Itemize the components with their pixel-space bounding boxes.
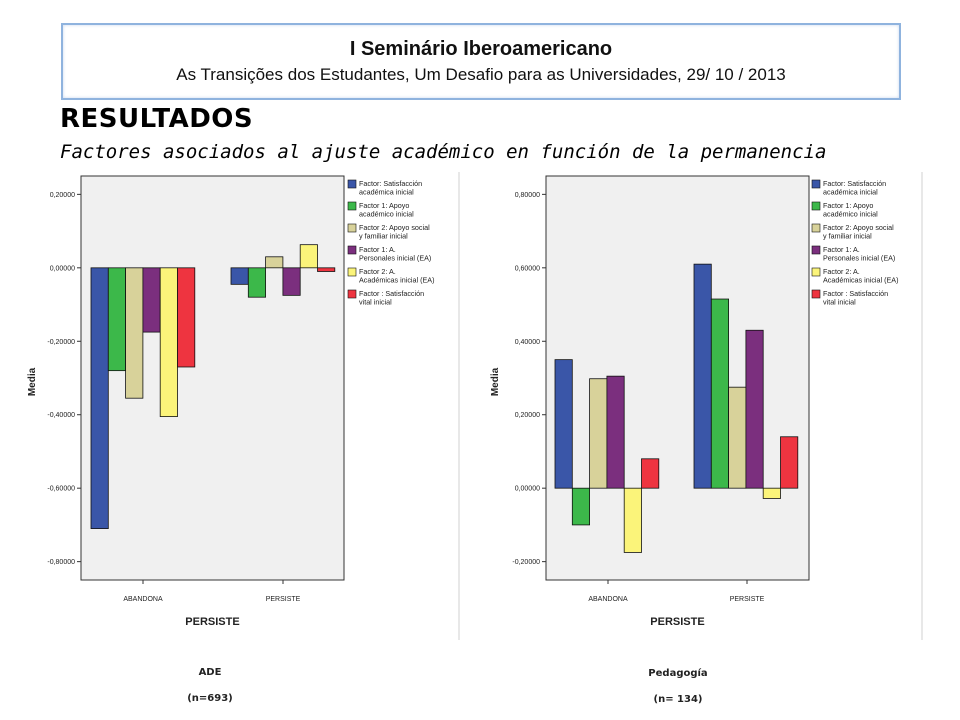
bar <box>143 268 160 332</box>
y-tick-label: -0,80000 <box>47 559 75 567</box>
bar <box>729 387 746 488</box>
section-subtitle: Factores asociados al ajuste académico en función de la permanencia <box>60 141 827 163</box>
bar <box>746 330 763 488</box>
bar <box>248 268 265 297</box>
caption-left-name: ADE <box>198 667 222 678</box>
bar <box>231 268 248 285</box>
bar <box>781 437 798 488</box>
bar <box>126 268 143 398</box>
legend-label: Factor : Satisfacción vital inicial <box>359 289 425 307</box>
bar <box>694 264 711 488</box>
bar <box>590 379 607 488</box>
legend-label: Factor 1: Apoyo académico inicial <box>359 201 414 219</box>
bar <box>108 268 125 371</box>
header-subtitle: As Transições dos Estudantes, Um Desafio para as Universidades, 29/ 10 / 2013 <box>176 65 786 84</box>
caption-right-name: Pedagogía <box>648 668 708 679</box>
legend-label: Factor : Satisfacción vital inicial <box>823 289 889 307</box>
caption-left-n: (n=693) <box>187 693 233 704</box>
legend-label: Factor 1: A. Personales inicial (EA) <box>823 245 896 263</box>
y-tick-label: -0,60000 <box>47 485 75 493</box>
x-category-label: PERSISTE <box>265 596 301 603</box>
legend-label: Factor 2: A. Académicas inicial (EA) <box>823 267 899 285</box>
bar <box>763 488 780 498</box>
legend-swatch <box>812 202 820 210</box>
x-axis-label: PERSISTE <box>650 616 705 628</box>
bar <box>572 488 589 525</box>
bar <box>318 268 335 272</box>
legend-swatch <box>812 180 820 188</box>
legend-label: Factor 1: Apoyo académico inicial <box>823 201 878 219</box>
caption-right <box>618 668 738 705</box>
bar <box>711 299 728 488</box>
bar <box>300 245 317 268</box>
bar <box>607 376 624 488</box>
bar <box>555 360 572 489</box>
bar <box>642 459 659 488</box>
x-category-label: ABANDONA <box>123 596 163 603</box>
legend-swatch <box>348 290 356 298</box>
y-axis-label: Media <box>490 367 501 397</box>
y-tick-label: -0,40000 <box>47 412 75 420</box>
legend-swatch <box>348 246 356 254</box>
y-tick-label: 0,60000 <box>514 265 540 273</box>
y-tick-label: 0,20000 <box>514 412 540 420</box>
caption-left <box>150 667 270 704</box>
legend-label: Factor 1: A. Personales inicial (EA) <box>359 245 432 263</box>
caption-right-n: (n= 134) <box>653 694 703 705</box>
bar <box>624 488 641 552</box>
y-tick-label: 0,00000 <box>514 485 540 493</box>
legend-swatch <box>348 268 356 276</box>
bar <box>178 268 195 367</box>
bar <box>91 268 108 529</box>
legend-label: Factor: Satisfacción académica inicial <box>359 179 423 197</box>
legend-label: Factor 2: Apoyo social y familiar inicial <box>823 223 894 241</box>
y-tick-label: 0,00000 <box>49 265 75 273</box>
legend-swatch <box>812 224 820 232</box>
legend-swatch <box>348 180 356 188</box>
header-title: I Seminário Iberoamericano <box>349 38 613 60</box>
legend-label: Factor: Satisfacción académica inicial <box>823 179 887 197</box>
bar <box>160 268 177 417</box>
bar <box>266 257 283 268</box>
bar <box>283 268 300 296</box>
legend-swatch <box>348 202 356 210</box>
x-axis-label: PERSISTE <box>185 616 240 628</box>
legend-swatch <box>812 268 820 276</box>
x-category-label: PERSISTE <box>729 596 765 603</box>
y-tick-label: -0,20000 <box>512 559 540 567</box>
legend-swatch <box>812 246 820 254</box>
y-tick-label: 0,20000 <box>49 191 75 199</box>
chart-1 <box>27 172 459 640</box>
legend-swatch <box>812 290 820 298</box>
y-tick-label: -0,20000 <box>47 338 75 346</box>
y-tick-label: 0,40000 <box>514 338 540 346</box>
chart-2 <box>490 172 922 640</box>
plot-area <box>81 176 344 580</box>
section-title: RESULTADOS <box>60 104 254 134</box>
y-axis-label: Media <box>27 367 38 397</box>
legend-swatch <box>348 224 356 232</box>
x-category-label: ABANDONA <box>588 596 628 603</box>
legend-label: Factor 2: A. Académicas inicial (EA) <box>359 267 435 285</box>
y-tick-label: 0,80000 <box>514 191 540 199</box>
legend-label: Factor 2: Apoyo social y familiar inicial <box>359 223 430 241</box>
